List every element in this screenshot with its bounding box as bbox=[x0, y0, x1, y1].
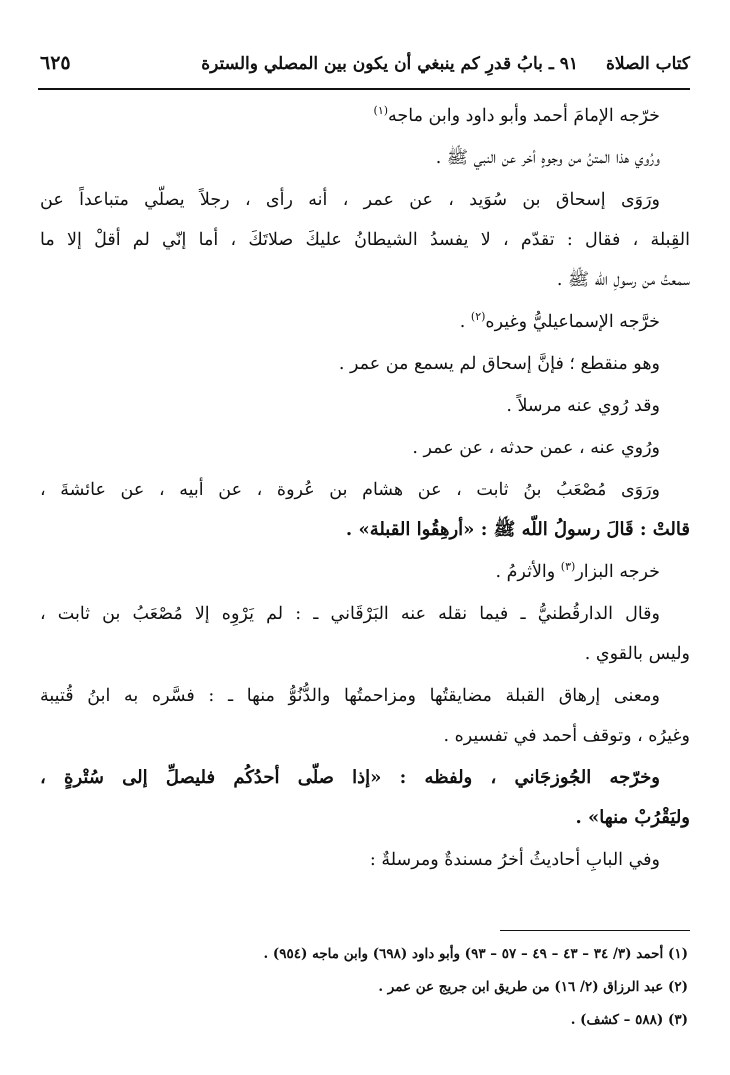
paragraph-text: وفي البابِ أحاديثُ أخرُ مسندةٌ ومرسلةٌ : bbox=[369, 850, 660, 870]
paragraph-10 bbox=[40, 594, 690, 674]
paragraph-11 bbox=[40, 676, 690, 756]
paragraph-5 bbox=[40, 344, 690, 384]
footnote-marker: (٢) bbox=[470, 310, 486, 324]
running-header bbox=[38, 52, 690, 90]
paragraph-3 bbox=[40, 180, 690, 300]
footnote-marker: (٣) bbox=[560, 560, 576, 574]
paragraph-line: وخرّجه الجُوزجَاني ، ولفظه : «إذا صلّى أحدُكُم فليصلِّ إلى سُتْرةٍ ، bbox=[40, 767, 660, 788]
paragraph-tail: والأثرمُ . bbox=[495, 562, 561, 582]
paragraph-tail: . bbox=[459, 312, 471, 332]
paragraph-9 bbox=[40, 552, 690, 592]
book-title: كتاب الصلاة bbox=[605, 54, 690, 74]
paragraph-text: وقد رُوي عنه مرسلاً . bbox=[506, 396, 660, 416]
footnote-2: (٢) عبد الرزاق (٢/ ١٦) من طريق ابن جريج عن عمر . bbox=[378, 979, 688, 995]
paragraph-text: ورُوي هذا المتنُ من وجوهٍ أخر عن النبي ﷺ . bbox=[435, 148, 660, 168]
footnotes bbox=[42, 938, 688, 1037]
paragraph-line: وقال الدارقُطنيُّ ـ فيما نقله عنه البَرْقَاني ـ : لم يَرْوِه إلا مُصْعَبُ بن ثابت ، bbox=[40, 604, 660, 624]
paragraph-2 bbox=[40, 138, 690, 178]
paragraph-text: خرَّجه الإسماعيليُّ وغيره bbox=[485, 312, 660, 332]
paragraph-line: وليَقْرُبْ منها» . bbox=[575, 807, 690, 828]
footnote-1: (١) أحمد (٣/ ٣٤ – ٤٣ – ٤٩ – ٥٧ – ٩٣) وأبو داود (٦٩٨) وابن ماجه (٩٥٤) . bbox=[263, 946, 688, 962]
paragraph-line: ورَوَى إسحاق بن سُوَيد ، عن عمر ، أنه رأى ، رجلاً يصلّي متباعداً عن bbox=[40, 190, 660, 210]
paragraph-line: وليس بالقوي . bbox=[584, 644, 690, 664]
footnote-3: (٣) (٥٨٨ – كشف) . bbox=[570, 1012, 688, 1028]
paragraph-line: ومعنى إرهاق القبلة مضايقتُها ومزاحمتُها والدُّنُوُّ منها ـ : فسَّره به ابنُ قُتيبة bbox=[40, 686, 660, 706]
paragraph-7 bbox=[40, 428, 690, 468]
paragraph-6 bbox=[40, 386, 690, 426]
paragraph-text: خرجه البزار bbox=[575, 562, 660, 582]
paragraph-text: ورُوي عنه ، عمن حدثه ، عن عمر . bbox=[412, 438, 660, 458]
footnote-separator bbox=[500, 930, 690, 931]
paragraph-text: خرّجه الإمامَ أحمد وأبو داود وابن ماجه bbox=[388, 106, 660, 126]
page-number: ٦٢٥ bbox=[40, 52, 71, 74]
paragraph-line: وغيرُه ، وتوقف أحمد في تفسيره . bbox=[443, 726, 690, 746]
footnote-marker: (١) bbox=[373, 104, 389, 118]
paragraph-text: وهو منقطع ؛ فإنَّ إسحاق لم يسمع من عمر . bbox=[338, 354, 660, 374]
paragraph-12 bbox=[40, 758, 690, 838]
paragraph-1 bbox=[40, 96, 690, 136]
paragraph-4 bbox=[40, 302, 690, 342]
chapter-title: ٩١ ـ بابُ قدرِ كم ينبغي أن يكون بين المصلي والسترة bbox=[201, 54, 578, 74]
paragraph-line: القِبلة ، فقال : تقدّم ، لا يفسدُ الشيطانُ عليكَ صلاتَكَ ، أما إنّي لم أقلْ إلا ما bbox=[40, 230, 690, 250]
paragraph-8 bbox=[40, 470, 690, 550]
paragraph-line: ورَوَى مُصْعَبُ بنُ ثابت ، عن هشام بن عُروة ، عن أبيه ، عن عائشةَ ، bbox=[40, 480, 660, 500]
paragraph-line: قالتْ : قَالَ رسولُ اللّه ﷺ : «أرهِقُوا القبلة» . bbox=[345, 519, 690, 540]
paragraph-line: سمعتُ من رسولِ اللّه ﷺ . bbox=[556, 270, 690, 290]
paragraph-13 bbox=[40, 840, 690, 880]
main-text bbox=[40, 96, 690, 882]
